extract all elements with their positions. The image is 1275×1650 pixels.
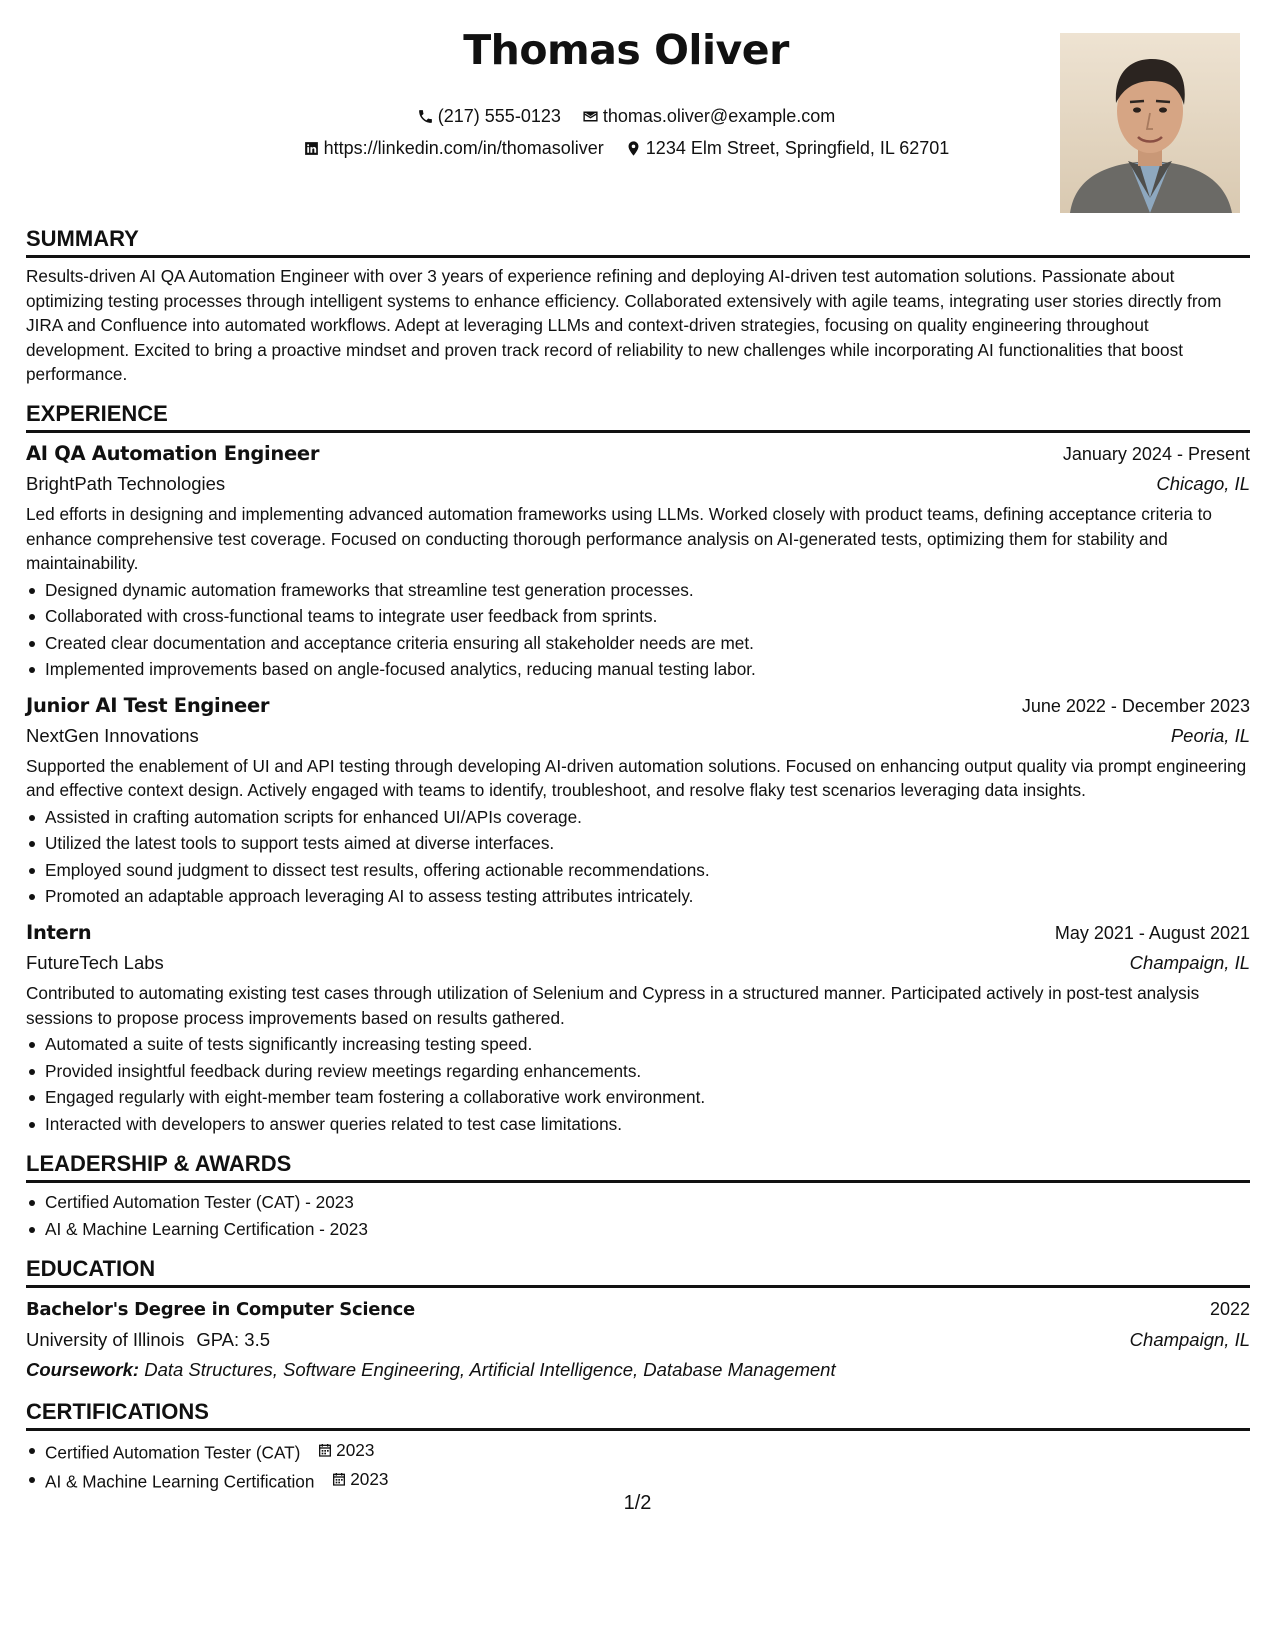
certifications-heading: CERTIFICATIONS (26, 1397, 1250, 1431)
list-item: Engaged regularly with eight-member team fostering a collaborative work environment. (26, 1084, 1250, 1111)
gpa: GPA: 3.5 (196, 1329, 271, 1351)
phone-contact (417, 104, 561, 128)
job-location: Peoria, IL (1170, 724, 1250, 746)
company-name: NextGen Innovations (26, 724, 199, 746)
experience-section (26, 399, 1250, 1137)
summary-section (26, 224, 1250, 387)
education-heading: EDUCATION (26, 1254, 1250, 1288)
list-item: AI & Machine Learning Certification - 2023 (26, 1216, 1250, 1243)
company-name: BrightPath Technologies (26, 472, 226, 494)
job-description: Supported the enablement of UI and API testing through developing AI-driven automation solutions. Focused on enhancing output quality via prompt engineering and effective context design. Actively engaged with teams to identify, troubleshoot, and resolve flaky test scenarios leveraging data insights. (26, 755, 1247, 801)
job-bullets (26, 1031, 1250, 1137)
coursework-list: Data Structures, Software Engineering, Artificial Intelligence, Database Management (144, 1359, 836, 1381)
job-bullets (26, 577, 1250, 683)
degree-title: Bachelor's Degree in Computer Science (26, 1299, 415, 1321)
job-entry (26, 691, 1250, 910)
candidate-name: Thomas Oliver (463, 26, 789, 74)
job-description: Contributed to automating existing test cases through utilization of Selenium and Cypress in a structured manner. Participated actively in post-test analysis sessions to propose process improvements based on results gathered. (26, 982, 1200, 1028)
job-dates: January 2024 - Present (1062, 443, 1250, 464)
certification-name: AI & Machine Learning Certification (45, 1471, 315, 1492)
envelope-icon (582, 108, 599, 125)
certifications-list (26, 1437, 1250, 1495)
education-section (26, 1254, 1250, 1385)
list-item: Automated a suite of tests significantly increasing testing speed. (26, 1031, 1250, 1058)
experience-heading: EXPERIENCE (26, 399, 1250, 433)
certification-year: 2023 (350, 1468, 389, 1489)
leadership-list (26, 1189, 1250, 1242)
resume-body (26, 224, 1250, 1507)
list-item: Utilized the latest tools to support tests aimed at diverse interfaces. (26, 830, 1250, 857)
list-item: Created clear documentation and acceptance criteria ensuring all stakeholder needs are met. (26, 630, 1250, 657)
calendar-icon (317, 1442, 333, 1458)
job-title: AI QA Automation Engineer (26, 441, 320, 465)
contact-line-2 (26, 136, 1226, 163)
leadership-section (26, 1149, 1250, 1242)
job-dates: June 2022 - December 2023 (1021, 695, 1250, 716)
school-name: University of Illinois (26, 1329, 185, 1351)
list-item: Collaborated with cross-functional teams to integrate user feedback from sprints. (26, 603, 1250, 630)
job-title: Intern (26, 920, 92, 944)
list-item: Implemented improvements based on angle-focused analytics, reducing manual testing labor. (26, 656, 1250, 683)
certification-name: Certified Automation Tester (CAT) (45, 1442, 301, 1463)
phone-number: (217) 555-0123 (437, 106, 561, 126)
school-info (26, 1325, 270, 1355)
job-entry (26, 918, 1250, 1137)
certification-date (331, 1466, 388, 1493)
summary-text: Results-driven AI QA Automation Engineer with over 3 years of experience refining and deploying AI-driven test automation solutions. Passionate about optimizing testing processes through intelligent systems to enhance efficiency. Collaborated extensively with agile teams, integrating user stories directly from JIRA and Confluence into automated workflows. Adept at leveraging LLMs and context-driven strategies, focusing on quality engineering throughout development. Excited to bring a proactive mindset and proven track record of reliability to new challenges while incorporating AI functionalities that boost performance. (26, 266, 1222, 385)
profile-photo (1060, 33, 1240, 213)
list-item: Provided insightful feedback during review meetings regarding enhancements. (26, 1058, 1250, 1085)
list-item: Assisted in crafting automation scripts for enhanced UI/APIs coverage. (26, 804, 1250, 831)
list-item: Interacted with developers to answer queries related to test case limitations. (26, 1111, 1250, 1138)
list-item: Employed sound judgment to dissect test results, offering actionable recommendations. (26, 857, 1250, 884)
job-bullets (26, 804, 1250, 910)
page-number: 1/2 (623, 1492, 652, 1514)
coursework (26, 1355, 1250, 1385)
email-contact[interactable] (582, 104, 835, 128)
contact-line-1 (26, 104, 1226, 131)
list-item: Designed dynamic automation frameworks that streamline test generation processes. (26, 577, 1250, 604)
list-item: Promoted an adaptable approach leveraging AI to assess testing attributes intricately. (26, 883, 1250, 910)
graduation-year: 2022 (1209, 1299, 1250, 1320)
linkedin-url[interactable]: https://linkedin.com/in/thomasoliver (323, 138, 604, 158)
street-address: 1234 Elm Street, Springfield, IL 62701 (645, 138, 950, 158)
email-address[interactable]: thomas.oliver@example.com (602, 106, 836, 126)
job-entry (26, 439, 1250, 683)
address-contact (625, 136, 950, 160)
linkedin-contact[interactable] (303, 136, 604, 160)
list-item: Certified Automation Tester (CAT) - 2023 (26, 1189, 1250, 1216)
certification-year: 2023 (336, 1440, 375, 1461)
job-location: Champaign, IL (1129, 951, 1250, 973)
job-title: Junior AI Test Engineer (26, 693, 270, 717)
job-location: Chicago, IL (1156, 472, 1250, 494)
phone-icon (417, 108, 434, 125)
job-dates: May 2021 - August 2021 (1054, 922, 1250, 943)
company-name: FutureTech Labs (26, 951, 164, 973)
summary-heading: SUMMARY (26, 224, 1250, 258)
leadership-heading: LEADERSHIP & AWARDS (26, 1149, 1250, 1183)
certification-date (317, 1437, 374, 1464)
linkedin-icon (303, 140, 320, 157)
map-marker-icon (625, 140, 642, 157)
job-description: Led efforts in designing and implementing advanced automation frameworks using LLMs. Worked closely with product teams, defining acceptance criteria to enhance comprehensive test coverage. Focused on conducting thorough performance analysis on AI-generated tests, optimizing them for stability and maintainability. (26, 503, 1212, 574)
certifications-section (26, 1397, 1250, 1495)
resume-header (26, 24, 1226, 214)
coursework-label: Coursework: (26, 1359, 140, 1381)
calendar-icon (331, 1471, 347, 1487)
school-location: Champaign, IL (1129, 1329, 1250, 1351)
list-item (26, 1437, 1250, 1466)
